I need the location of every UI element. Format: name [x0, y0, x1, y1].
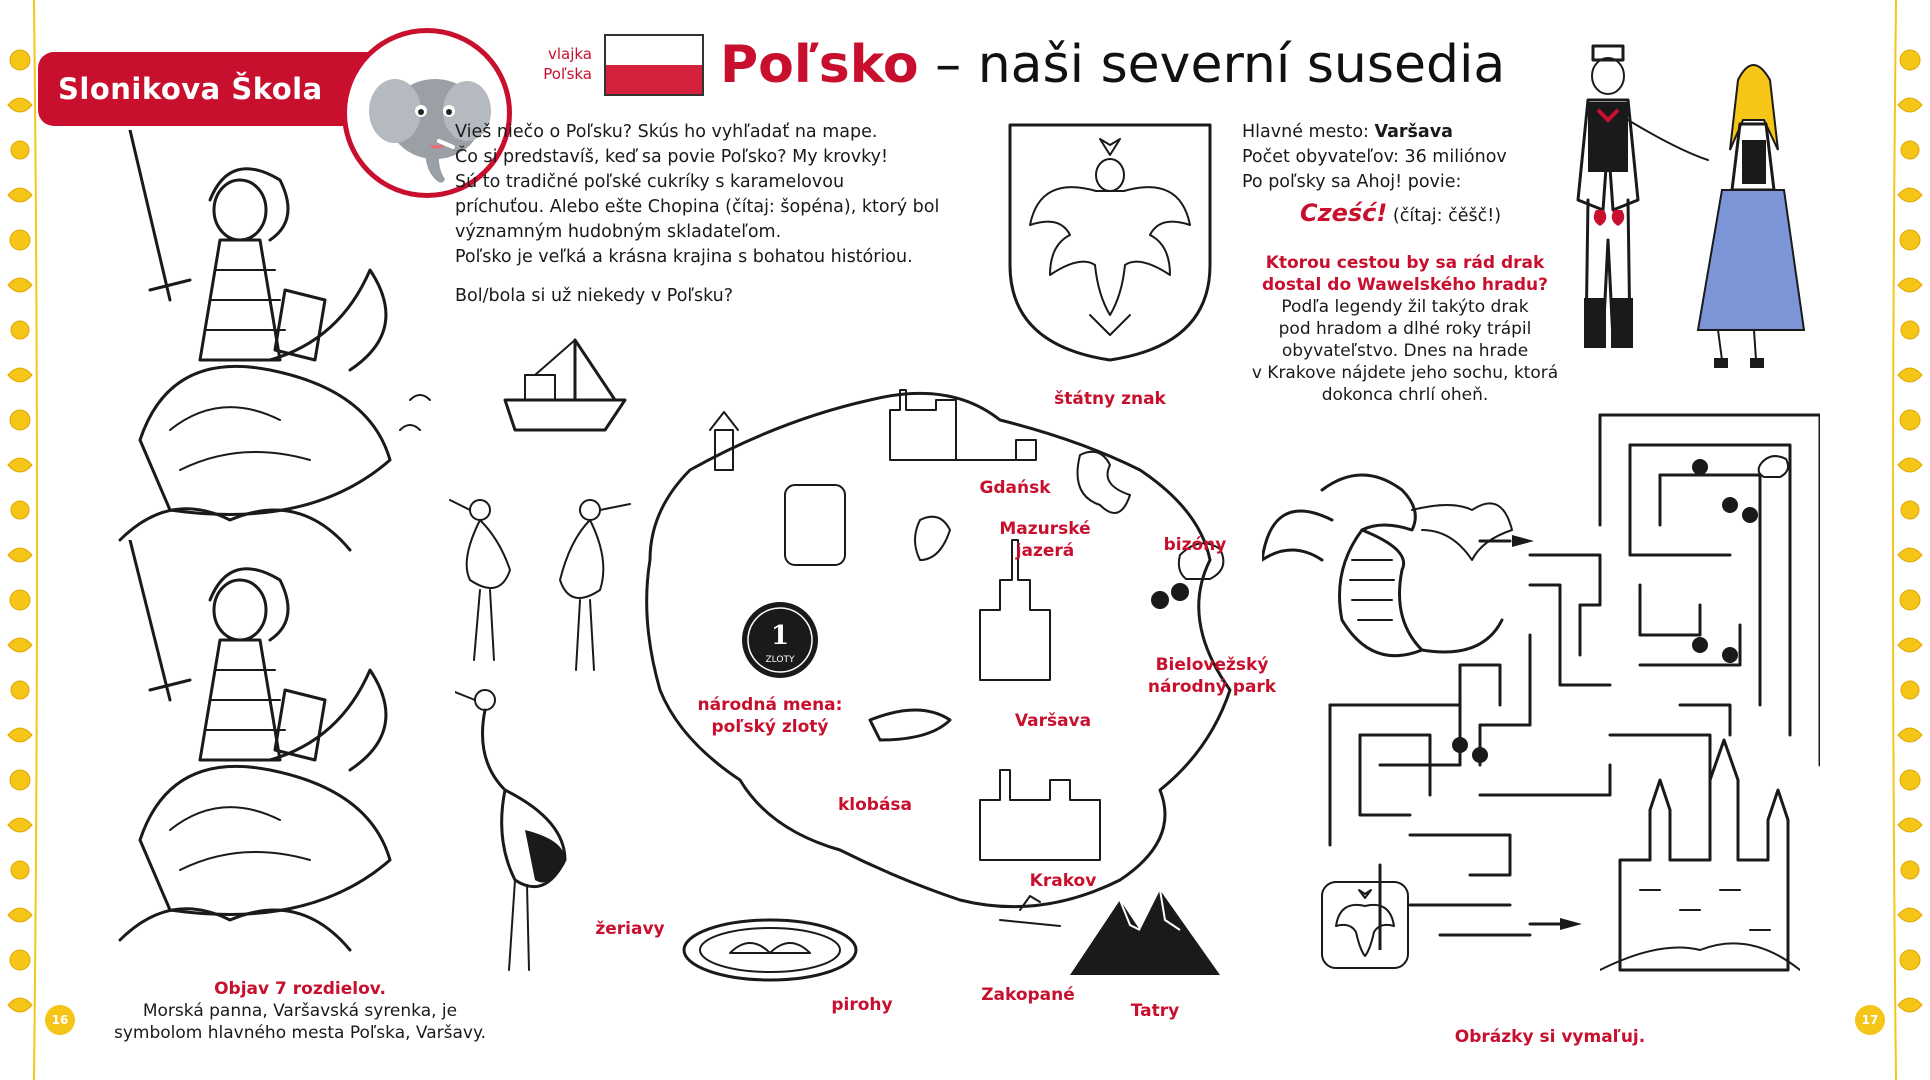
flag-caption-line2: Poľska — [543, 65, 592, 83]
spot-difference-task: Objav 7 rozdielov. — [214, 979, 386, 999]
coloring-hint: Obrázky si vymaľuj. — [1454, 1027, 1646, 1047]
zloty-coin — [740, 600, 820, 680]
facts-block — [1242, 120, 1542, 229]
intro-line: príchuťou. Alebo ešte Chopina (čítaj: šopéna), ktorý bol — [455, 197, 940, 217]
label-bialowieza-line1: Bielovežský — [1155, 655, 1269, 675]
eagle-emblem-maze — [1320, 880, 1410, 970]
dragon-question: dostal do Wawelského hradu? — [1261, 275, 1549, 295]
dragon-text-line: Podľa legendy žil takýto drak — [1281, 297, 1529, 317]
coin-text: ZLOTY — [765, 655, 795, 665]
coat-of-arms-label: štátny znak — [1054, 389, 1166, 409]
title-rest: – naši severní susedia — [918, 35, 1506, 95]
page-title — [720, 30, 1505, 100]
label-bison: bizóny — [1163, 535, 1227, 555]
wawel-castle-illustration — [1600, 710, 1800, 980]
coat-of-arms — [1000, 115, 1220, 365]
hello-line — [1300, 201, 1542, 229]
coin-number: 1 — [770, 621, 790, 651]
label-krakow: Krakov — [1029, 871, 1097, 891]
heron-pair-illustration — [440, 480, 650, 680]
flag-red-stripe — [606, 65, 702, 94]
page-number-left: 16 — [45, 1005, 75, 1035]
flag-caption-line1: vlajka — [547, 45, 592, 63]
dragon-text-line: obyvateľstvo. Dnes na hrade — [1281, 341, 1529, 361]
label-pierogi: pirohy — [831, 995, 893, 1015]
flag-caption — [518, 44, 592, 84]
hello-intro: Po poľsky sa Ahoj! povie: — [1242, 172, 1462, 192]
polish-flag — [604, 34, 704, 96]
flag-white-stripe — [606, 36, 702, 65]
intro-line: významným hudobným skladateľom. — [455, 222, 782, 242]
dragon-text-line: dokonca chrlí oheň. — [1321, 385, 1489, 405]
mermaid-top-illustration — [110, 130, 440, 570]
label-currency-line2: poľský zlotý — [711, 717, 829, 737]
mermaid-caption — [110, 978, 490, 1044]
label-currency — [690, 694, 850, 738]
hello-reading: (čítaj: čěšč!) — [1387, 206, 1502, 226]
capital-label: Hlavné mesto: — [1242, 122, 1375, 142]
intro-line: Čo si predstavíš, keď sa povie Poľsko? My krovky! — [455, 147, 888, 167]
capital-line — [1242, 120, 1542, 145]
label-zakopane: Zakopané — [981, 985, 1075, 1005]
capital-value: Varšava — [1374, 122, 1453, 142]
folk-border-right — [1888, 0, 1930, 1080]
label-warsaw: Varšava — [1014, 711, 1092, 731]
dragon-question: Ktorou cestou by sa rád drak — [1265, 253, 1545, 273]
brand-title: Slonikova Škola — [58, 72, 323, 106]
label-bialowieza — [1142, 654, 1282, 698]
label-mazury-line1: Mazurské — [999, 519, 1091, 539]
pierogi-plate — [680, 915, 860, 985]
label-sausage: klobása — [837, 795, 913, 815]
dragon-text-line: v Krakove nájdete jeho sochu, ktorá — [1251, 363, 1559, 383]
hello-word: Cześć! — [1300, 199, 1388, 227]
tatra-mountains — [1070, 880, 1220, 980]
intro-question: Bol/bola si už niekedy v Poľsku? — [455, 286, 734, 306]
label-currency-line1: národná mena: — [697, 695, 843, 715]
folk-couple-illustration — [1548, 40, 1848, 380]
mermaid-bottom-illustration — [110, 540, 440, 980]
intro-paragraph — [455, 120, 975, 309]
population-line: Počet obyvateľov: 36 miliónov — [1242, 147, 1507, 167]
intro-line: Sú to tradičné poľské cukríky s karamelovou — [455, 172, 845, 192]
intro-line: Vieš niečo o Poľsku? Skús ho vyhľadať na mape. — [455, 122, 878, 142]
label-tatry: Tatry — [1130, 1001, 1180, 1021]
title-country: Poľsko — [720, 35, 919, 95]
folk-border-left — [0, 0, 42, 1080]
label-bialowieza-line2: národný park — [1147, 677, 1277, 697]
label-mazury — [990, 518, 1100, 562]
intro-line: Poľsko je veľká a krásna krajina s bohatou históriou. — [455, 247, 913, 267]
dragon-text-line: pod hradom a dlhé roky trápil — [1278, 319, 1532, 339]
label-gdansk: Gdańsk — [979, 478, 1051, 498]
page-number-right: 17 — [1855, 1005, 1885, 1035]
mermaid-caption-line: symbolom hlavného mesta Poľska, Varšavy. — [113, 1023, 487, 1043]
label-cranes: žeriavy — [595, 919, 665, 939]
mermaid-caption-line: Morská panna, Varšavská syrenka, je — [142, 1001, 458, 1021]
dragon-text — [1240, 252, 1570, 406]
label-mazury-line2: jazerá — [1015, 541, 1075, 561]
